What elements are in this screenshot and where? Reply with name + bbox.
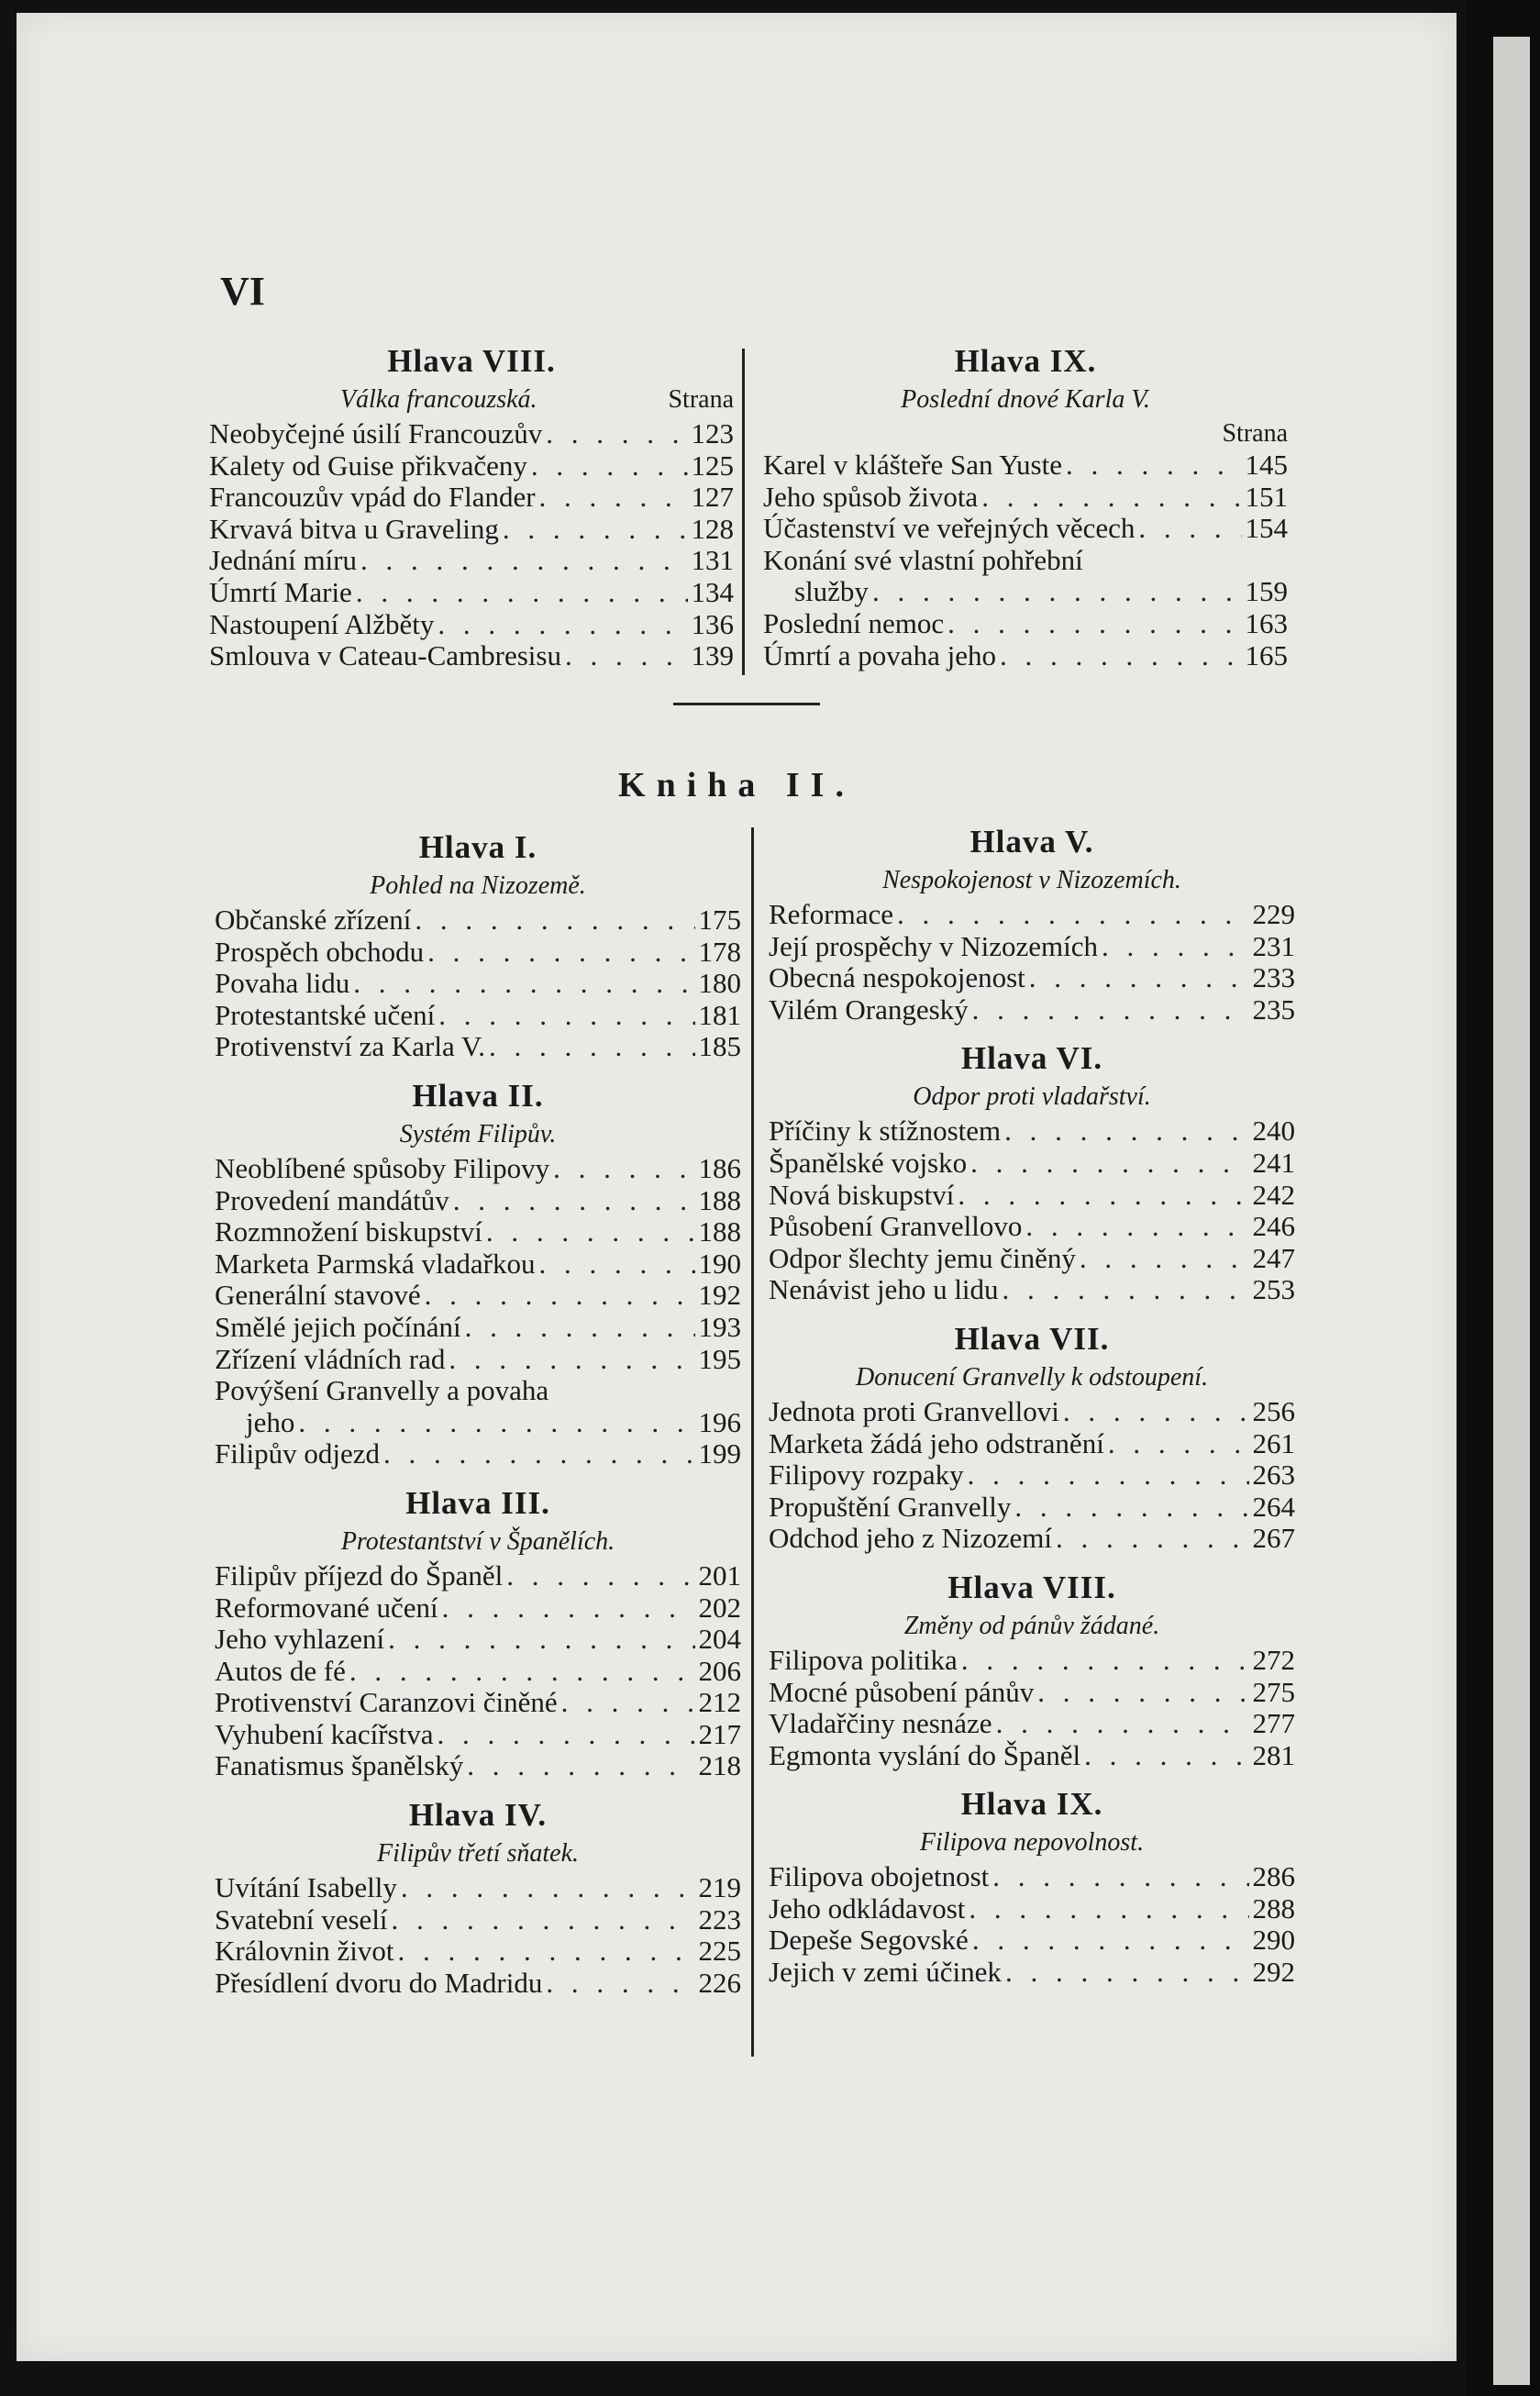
entry-page: 188 (698, 1184, 741, 1216)
toc-entry (769, 899, 1295, 931)
entry-title: Jednota proti Granvellovi (769, 1395, 1059, 1427)
entry-title: Vladařčiny nesnáze (769, 1708, 992, 1740)
entry-page: 212 (698, 1687, 741, 1719)
toc-entry (215, 1592, 741, 1625)
chapter-heading: Hlava V. (969, 824, 1094, 860)
toc-entry (763, 640, 1288, 672)
entry-title: Filipovy rozpaky (769, 1459, 964, 1492)
entry-title: Jeho odkládavost (769, 1892, 966, 1925)
entry-title: Marketa Parmská vladařkou (215, 1248, 536, 1280)
toc-entry (769, 1428, 1295, 1460)
dot-leader (561, 1687, 695, 1719)
toc-entry (769, 1523, 1295, 1555)
toc-entry (215, 1560, 741, 1592)
dot-leader (970, 1148, 1248, 1180)
entry-page: 159 (1245, 576, 1288, 608)
entry-page: 292 (1252, 1957, 1295, 1989)
adjacent-page-edge (1466, 0, 1540, 2396)
entry-title: Občanské zřízení (215, 904, 412, 936)
toc-entry (209, 545, 734, 577)
dot-leader (298, 1407, 694, 1439)
dot-leader (489, 1031, 694, 1063)
dot-leader (539, 482, 688, 514)
entry-title: Fanatismus španělský (215, 1750, 464, 1782)
entry-title: Neoblíbené spůsoby Filipovy (215, 1152, 550, 1184)
chapter-heading: Hlava VII. (954, 1320, 1110, 1357)
dot-leader (467, 1750, 694, 1782)
chapter-subtitle: Odpor proti vladařství. (913, 1082, 1151, 1112)
entry-page: 127 (691, 482, 734, 514)
dot-leader (486, 1216, 695, 1248)
dot-leader (958, 1180, 1248, 1212)
toc-entry (769, 1148, 1295, 1180)
dot-leader (1037, 1677, 1248, 1709)
dot-leader (353, 968, 694, 1000)
entry-page: 241 (1252, 1147, 1295, 1179)
kniha-left-column (215, 827, 741, 1999)
entry-page: 277 (1252, 1708, 1295, 1740)
toc-entry (763, 545, 1288, 577)
entry-title: Španělské vojsko (769, 1147, 968, 1179)
chapter-subtitle-text: Válka francouzská. (339, 385, 537, 414)
chapter-gap (215, 1782, 741, 1795)
chapter-heading: Hlava VI. (960, 1040, 1103, 1077)
toc-entry (215, 1312, 741, 1344)
book-page (17, 13, 1457, 2361)
strana-label: Strana (668, 385, 734, 414)
kniha-column-divider (751, 827, 754, 2057)
entry-title: Neobyčejné úsilí Francouzův (209, 418, 543, 449)
section-divider (673, 703, 820, 705)
toc-entry (215, 1904, 741, 1936)
entry-page: 145 (1245, 449, 1288, 481)
entry-page: 180 (698, 968, 741, 1000)
dot-leader (897, 899, 1249, 931)
entry-title: Jednání míru (209, 545, 357, 577)
toc-entry (215, 1248, 741, 1281)
entry-page: 218 (698, 1750, 741, 1782)
toc-entry (215, 1407, 741, 1439)
entry-page: 163 (1245, 607, 1288, 639)
dot-leader (1063, 1396, 1249, 1428)
entry-title: Smělé jejich počínání (215, 1311, 461, 1343)
entry-page: 219 (698, 1872, 741, 1904)
entry-page: 281 (1252, 1739, 1295, 1771)
chapter-gap (769, 1771, 1295, 1784)
entry-page: 139 (691, 640, 734, 672)
entry-page: 240 (1252, 1115, 1295, 1148)
chapter-subtitle: Nespokojenost v Nizozemích. (882, 866, 1181, 894)
entry-page: 217 (698, 1718, 741, 1750)
dot-leader (546, 418, 687, 450)
dot-leader (383, 1438, 695, 1470)
entry-title: Uvítání Isabelly (215, 1872, 397, 1904)
entry-page: 286 (1252, 1861, 1295, 1893)
entry-title: Protivenství Caranzovi činěné (215, 1687, 558, 1719)
toc-entry (209, 609, 734, 641)
entry-page: 261 (1252, 1427, 1295, 1459)
dot-leader (349, 1656, 695, 1688)
toc-entry (215, 1031, 741, 1063)
chapter-gap (769, 1026, 1295, 1038)
toc-entry (769, 1861, 1295, 1893)
chapter-gap (769, 1555, 1295, 1568)
dot-leader (1102, 931, 1249, 963)
dot-leader (546, 1968, 694, 2000)
toc-entry (763, 482, 1288, 514)
dot-leader (972, 1925, 1249, 1957)
entry-title: Reformace (769, 899, 893, 930)
entry-page: 165 (1245, 639, 1288, 671)
entry-page: 136 (691, 608, 734, 640)
dot-leader (503, 514, 688, 546)
toc-entry (215, 1216, 741, 1248)
chapter-gap (769, 1306, 1295, 1319)
entry-title: Poslední nemoc (763, 607, 945, 639)
dot-leader (506, 1560, 694, 1592)
chapter-subtitle (209, 382, 734, 418)
entry-title: Odpor šlechty jemu činěný (769, 1242, 1076, 1274)
entry-title: Úmrtí Marie (209, 576, 352, 608)
entry-title: Působení Granvellovo (769, 1211, 1023, 1243)
entry-title: Francouzův vpád do Flander (209, 482, 536, 514)
entry-page: 195 (698, 1343, 741, 1375)
entry-page: 188 (698, 1216, 741, 1248)
entry-title: jeho (246, 1406, 295, 1438)
entry-title: Provedení mandátův (215, 1184, 449, 1216)
entry-page: 231 (1252, 930, 1295, 962)
toc-entry (769, 1492, 1295, 1524)
entry-title: Nová biskupství (769, 1179, 955, 1211)
toc-entry (215, 1000, 741, 1032)
entry-page: 253 (1252, 1274, 1295, 1306)
entry-page: 275 (1252, 1676, 1295, 1708)
entry-title: Povaha lidu (215, 968, 350, 1000)
kniha-right-column (769, 822, 1295, 1989)
toc-entry (769, 1957, 1295, 1989)
toc-entry (215, 1936, 741, 1968)
entry-page: 233 (1252, 962, 1295, 994)
chapter-subtitle: Změny od pánův žádané. (903, 1611, 1160, 1640)
dot-leader (437, 1719, 694, 1751)
toc-entry (215, 1344, 741, 1376)
toc-entry (215, 1656, 741, 1688)
entry-page: 185 (698, 1031, 741, 1063)
toc-entry (209, 640, 734, 672)
entry-page: 125 (691, 449, 734, 482)
toc-entry (769, 962, 1295, 994)
dot-leader (969, 1893, 1248, 1925)
entry-page: 204 (698, 1624, 741, 1656)
page-number: VI (220, 269, 265, 314)
dot-leader (968, 1459, 1249, 1492)
entry-title: Její prospěchy v Nizozemích (769, 930, 1098, 962)
dot-leader (1029, 962, 1249, 994)
dot-leader (1005, 1957, 1249, 1989)
entry-title: Autos de fé (215, 1655, 346, 1687)
dot-leader (1084, 1740, 1248, 1772)
entry-title: Úmrtí a povaha jeho (763, 639, 996, 671)
dot-leader (961, 1645, 1249, 1677)
entry-title: Vyhubení kacířstva (215, 1718, 434, 1750)
toc-entry (215, 1153, 741, 1185)
toc-entry (209, 482, 734, 514)
entry-title: Propuštění Granvelly (769, 1491, 1012, 1523)
entry-page: 288 (1252, 1892, 1295, 1925)
dot-leader (992, 1861, 1248, 1893)
entry-title: Svatební veselí (215, 1903, 388, 1936)
book-title: Kniha II. (618, 766, 855, 804)
toc-entry (763, 449, 1288, 482)
toc-entry (215, 1185, 741, 1217)
entry-title: Prospěch obchodu (215, 936, 425, 968)
dot-leader (996, 1708, 1249, 1740)
toc-entry (215, 1750, 741, 1782)
entry-title: Jejich v zemi účinek (769, 1957, 1002, 1989)
entry-title: služby (794, 576, 869, 608)
entry-page: 202 (698, 1592, 741, 1624)
dot-leader (1000, 640, 1242, 672)
toc-entry (769, 1459, 1295, 1492)
entry-page: 242 (1252, 1179, 1295, 1211)
toc-entry (215, 1624, 741, 1656)
dot-leader (465, 1312, 695, 1344)
toc-entry (763, 513, 1288, 545)
entry-title: Nenávist jeho u lidu (769, 1274, 999, 1306)
toc-entry (769, 1243, 1295, 1275)
entry-title: Konání své vlastní pohřební (763, 544, 1083, 576)
chapter-subtitle: Filipův třetí sňatek. (376, 1839, 580, 1869)
toc-entry (215, 1872, 741, 1904)
toc-entry (769, 1274, 1295, 1306)
dot-leader (872, 576, 1242, 608)
dot-leader (553, 1153, 694, 1185)
dot-leader (442, 1592, 695, 1625)
toc-entry (215, 1968, 741, 2000)
entry-title: Filipova politika (769, 1644, 958, 1676)
entry-title: Reformované učení (215, 1592, 438, 1624)
chapter-subtitle: Systém Filipův. (399, 1119, 557, 1148)
toc-entry (763, 608, 1288, 640)
dot-leader (356, 577, 688, 609)
entry-page: 193 (698, 1311, 741, 1343)
entry-page: 123 (691, 418, 734, 449)
entry-page: 128 (691, 513, 734, 545)
toc-entry (215, 968, 741, 1000)
entry-page: 235 (1252, 993, 1295, 1026)
dot-leader (425, 1280, 695, 1312)
entry-page: 190 (698, 1248, 741, 1280)
entry-page: 256 (1252, 1395, 1295, 1427)
chapter-heading: Hlava III. (405, 1484, 550, 1521)
dot-leader (397, 1936, 694, 1968)
entry-page: 154 (1245, 513, 1288, 545)
chapter-subtitle: Filipova nepovolnost. (919, 1828, 1145, 1858)
top-right-column (763, 341, 1288, 671)
toc-entry (769, 1115, 1295, 1148)
entry-title: Přesídlení dvoru do Madridu (215, 1967, 543, 1999)
entry-title: Jeho spůsob života (763, 481, 979, 513)
chapter-subtitle: Pohled na Nizozemě. (370, 871, 586, 900)
top-left-column (209, 341, 734, 672)
entry-page: 196 (698, 1406, 741, 1438)
dot-leader (392, 1904, 695, 1936)
entry-page: 134 (691, 576, 734, 608)
dot-leader (438, 1000, 694, 1032)
chapter-heading: Hlava IV. (408, 1797, 548, 1834)
toc-entry (769, 1396, 1295, 1428)
chapter-heading: Hlava II. (412, 1077, 544, 1114)
entry-title: Marketa žádá jeho odstranění (769, 1427, 1104, 1459)
entry-title: Jeho vyhlazení (215, 1624, 385, 1656)
page-edge (1493, 37, 1530, 2385)
entry-page: 206 (698, 1655, 741, 1687)
dot-leader (539, 1248, 695, 1281)
toc-entry (215, 1719, 741, 1751)
chapter-subtitle: Protestantství v Španělích. (340, 1526, 615, 1556)
dot-leader (565, 640, 688, 672)
entry-title: Kalety od Guise přikvačeny (209, 449, 527, 482)
toc-entry (215, 1687, 741, 1719)
chapter-heading: Hlava VIII. (387, 343, 556, 379)
entry-page: 178 (698, 936, 741, 968)
toc-entry (209, 514, 734, 546)
dot-leader (1056, 1523, 1248, 1555)
toc-entry (769, 1211, 1295, 1243)
entry-page: 223 (698, 1903, 741, 1936)
dot-leader (981, 482, 1241, 514)
toc-entry (769, 1740, 1295, 1772)
toc-entry (209, 577, 734, 609)
entry-page: 247 (1252, 1242, 1295, 1274)
entry-title: Nastoupení Alžběty (209, 608, 435, 640)
dot-leader (1014, 1492, 1248, 1524)
entry-title: Generální stavové (215, 1280, 421, 1312)
entry-page: 272 (1252, 1644, 1295, 1676)
toc-entry (769, 1893, 1295, 1925)
toc-entry (215, 1375, 741, 1407)
dot-leader (415, 904, 694, 937)
entry-title: Egmonta vyslání do Španěl (769, 1739, 1081, 1771)
dot-leader (1025, 1211, 1248, 1243)
dot-leader (1003, 1274, 1249, 1306)
entry-page: 229 (1252, 899, 1295, 930)
dot-leader (1004, 1115, 1248, 1148)
dot-leader (449, 1344, 694, 1376)
toc-entry (769, 1645, 1295, 1677)
entry-title: Královnin život (215, 1936, 394, 1968)
entry-page: 226 (698, 1967, 741, 1999)
dot-leader (531, 450, 688, 483)
entry-title: Obecná nespokojenost (769, 962, 1025, 994)
toc-entry (215, 937, 741, 969)
chapter-subtitle: Poslední dnové Karla V. (901, 385, 1150, 414)
strana-label: Strana (1222, 419, 1288, 448)
dot-leader (972, 994, 1249, 1026)
entry-title: Rozmnožení biskupství (215, 1216, 482, 1248)
top-column-divider (742, 349, 745, 675)
entry-title: Smlouva v Cateau-Cambresisu (209, 640, 561, 672)
chapter-heading: Hlava IX. (960, 1786, 1103, 1823)
entry-title: Filipova obojetnost (769, 1861, 990, 1893)
entry-page: 201 (698, 1559, 741, 1592)
dot-leader (1066, 449, 1242, 482)
entry-title: Filipův odjezd (215, 1438, 380, 1470)
entry-title: Filipův příjezd do Španěl (215, 1559, 504, 1592)
dot-leader (1138, 513, 1241, 545)
entry-title: Mocné působení pánův (769, 1676, 1035, 1708)
entry-title: Povýšení Granvelly a povaha (215, 1375, 549, 1407)
dot-leader (427, 937, 694, 969)
entry-page: 246 (1252, 1211, 1295, 1243)
toc-entry (763, 576, 1288, 608)
chapter-heading: Hlava IX. (954, 343, 1097, 379)
entry-page: 131 (691, 545, 734, 577)
toc-entry (769, 1708, 1295, 1740)
entry-title: Vilém Orangeský (769, 993, 969, 1026)
toc-entry (209, 418, 734, 450)
chapter-heading: Hlava VIII. (947, 1569, 1116, 1605)
dot-leader (947, 608, 1241, 640)
dot-leader (1108, 1428, 1249, 1460)
entry-title: Krvavá bitva u Graveling (209, 513, 499, 545)
toc-entry (769, 1180, 1295, 1212)
dot-leader (360, 545, 688, 577)
dot-leader (438, 609, 687, 641)
entry-page: 181 (698, 999, 741, 1031)
entry-page: 175 (698, 904, 741, 936)
toc-entry (215, 1280, 741, 1312)
entry-page: 264 (1252, 1491, 1295, 1523)
entry-page: 290 (1252, 1925, 1295, 1957)
chapter-subtitle: Donucení Granvelly k odstoupení. (855, 1362, 1209, 1392)
toc-entry (215, 1438, 741, 1470)
entry-page: 186 (698, 1152, 741, 1184)
entry-title: Depeše Segovské (769, 1925, 969, 1957)
entry-title: Protestantské učení (215, 999, 436, 1031)
entry-title: Příčiny k stížnostem (769, 1115, 1002, 1148)
toc-entry (209, 450, 734, 483)
dot-leader (453, 1185, 695, 1217)
entry-page: 151 (1245, 481, 1288, 513)
entry-page: 267 (1252, 1523, 1295, 1555)
chapter-gap (215, 1470, 741, 1483)
dot-leader (388, 1624, 694, 1656)
entry-page: 225 (698, 1936, 741, 1968)
chapter-heading: Hlava I. (418, 829, 537, 865)
chapter-gap (215, 1063, 741, 1076)
toc-entry (769, 1925, 1295, 1957)
entry-title: Zřízení vládních rad (215, 1343, 446, 1375)
entry-page: 192 (698, 1280, 741, 1312)
entry-title: Odchod jeho z Nizozemí (769, 1523, 1053, 1555)
toc-entry (769, 1677, 1295, 1709)
dot-leader (1080, 1243, 1249, 1275)
toc-entry (769, 931, 1295, 963)
toc-entry (769, 994, 1295, 1026)
entry-title: Protivenství za Karla V. (215, 1031, 486, 1063)
toc-entry (215, 904, 741, 937)
entry-title: Účastenství ve veřejných věcech (763, 513, 1136, 545)
entry-title: Karel v klášteře San Yuste (763, 449, 1062, 481)
entry-page: 263 (1252, 1459, 1295, 1492)
entry-page: 199 (698, 1438, 741, 1470)
dot-leader (401, 1872, 695, 1904)
